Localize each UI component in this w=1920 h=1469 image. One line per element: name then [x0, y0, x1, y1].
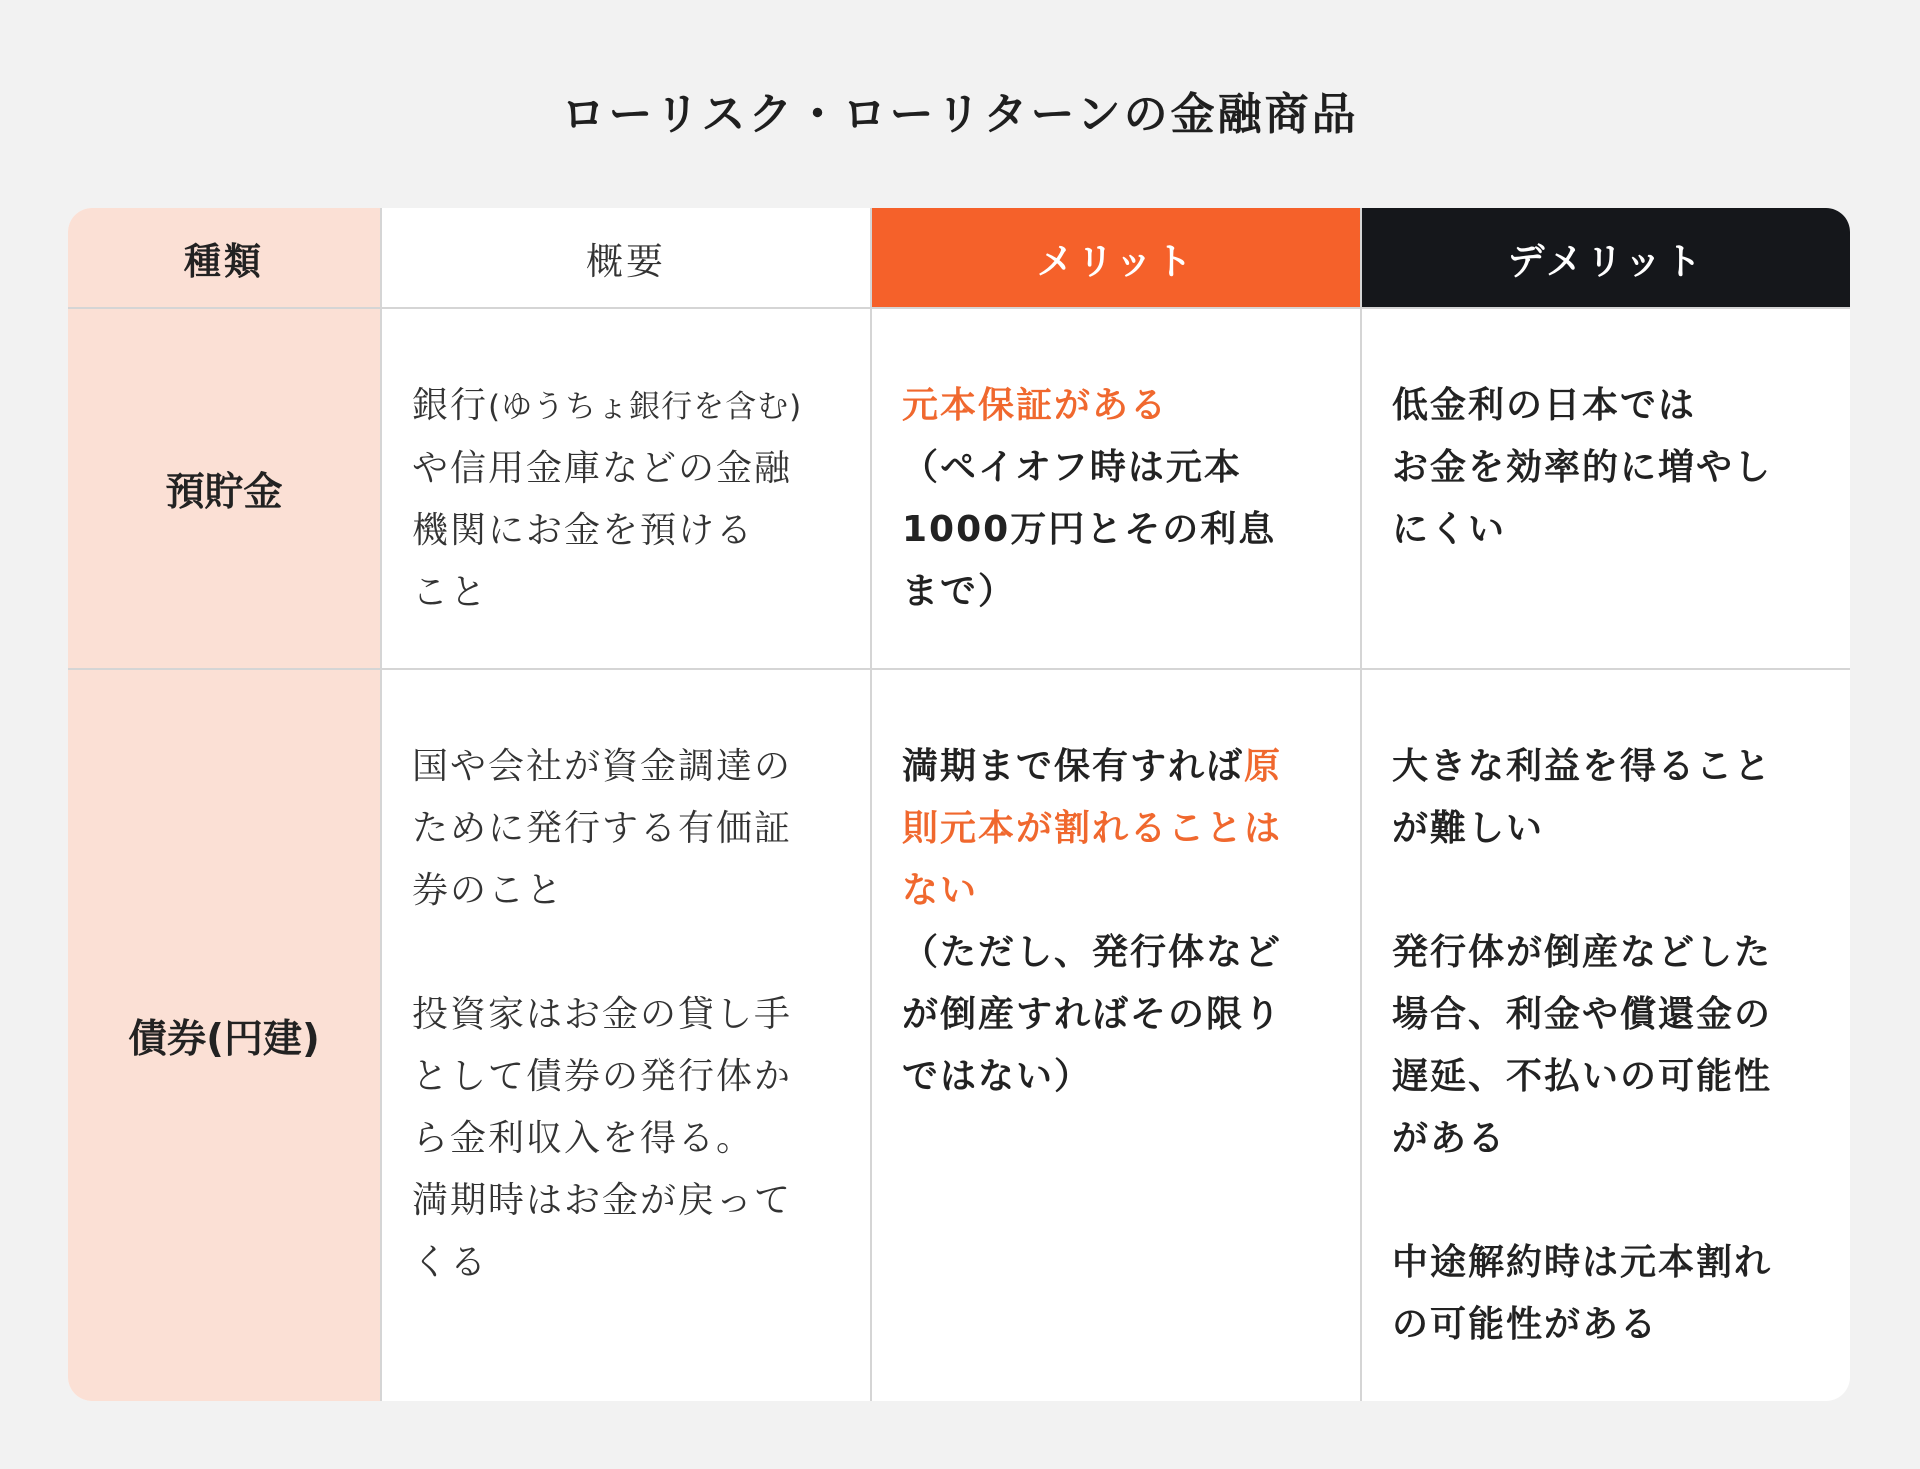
summary-text: 投資家はお金の貸し手 — [412, 994, 793, 1035]
merit-text: ではない） — [902, 1056, 1093, 1097]
paragraph-gap — [1392, 1170, 1820, 1232]
demerit-text: がある — [1392, 1118, 1507, 1159]
merit-highlight: 元本保証がある — [902, 385, 1169, 426]
comparison-table — [68, 208, 1850, 1401]
demerit-text: 大きな利益を得ること — [1392, 746, 1773, 787]
summary-text: 満期時はお金が戻って — [412, 1180, 793, 1221]
demerit-text: の可能性がある — [1392, 1304, 1659, 1345]
merit-highlight: 則元本が割れることは — [902, 808, 1283, 849]
demerit-text: 遅延、不払いの可能性 — [1392, 1056, 1773, 1097]
demerit-text: にくい — [1392, 509, 1507, 550]
summary-text: 銀行 — [412, 385, 489, 426]
summary-text-note: (ゆうちょ銀行を含む) — [488, 389, 803, 425]
merit-text: 1000万円とその利息 — [902, 509, 1277, 550]
demerit-text: が難しい — [1392, 808, 1545, 849]
header-merit: メリット — [870, 208, 1360, 309]
row-kind-savings: 預貯金 — [68, 309, 380, 670]
demerit-text: お金を効率的に増やし — [1392, 447, 1773, 488]
demerit-text: 発行体が倒産などした — [1392, 932, 1773, 973]
demerit-text: 低金利の日本では — [1392, 385, 1697, 426]
page-title: ローリスク・ローリターンの金融商品 — [561, 89, 1359, 140]
row-merit-bonds — [870, 670, 1360, 1401]
merit-text: が倒産すればその限り — [902, 994, 1283, 1035]
merit-text: （ペイオフ時は元本 — [902, 447, 1242, 488]
merit-text: （ただし、発行体など — [902, 932, 1283, 973]
row-summary-savings — [380, 309, 870, 670]
merit-highlight: 原 — [1244, 746, 1283, 787]
demerit-text: 中途解約時は元本割れ — [1392, 1242, 1773, 1283]
header-kind: 種類 — [68, 208, 380, 309]
row-demerit-bonds — [1360, 670, 1850, 1401]
header-summary: 概要 — [380, 208, 870, 309]
paragraph-gap — [412, 922, 840, 984]
summary-text: 機関にお金を預ける — [412, 510, 755, 551]
summary-text: こと — [412, 572, 489, 613]
merit-highlight: ない — [902, 870, 979, 911]
header-demerit: デメリット — [1360, 208, 1850, 309]
row-kind-bonds: 債券(円建) — [68, 670, 380, 1401]
row-summary-bonds — [380, 670, 870, 1401]
summary-text: ら金利収入を得る。 — [412, 1118, 755, 1159]
merit-text: 満期まで保有すれば — [902, 746, 1245, 787]
summary-text: として債券の発行体か — [412, 1056, 793, 1097]
summary-text: や信用金庫などの金融 — [412, 448, 793, 489]
merit-text: まで） — [902, 571, 1017, 612]
row-demerit-savings — [1360, 309, 1850, 670]
row-merit-savings — [870, 309, 1360, 670]
paragraph-gap — [1392, 860, 1820, 922]
summary-text: 券のこと — [412, 870, 565, 911]
summary-text: ために発行する有価証 — [412, 808, 793, 849]
summary-text: くる — [412, 1242, 489, 1283]
summary-text: 国や会社が資金調達の — [412, 746, 793, 787]
demerit-text: 場合、利金や償還金の — [1392, 994, 1773, 1035]
